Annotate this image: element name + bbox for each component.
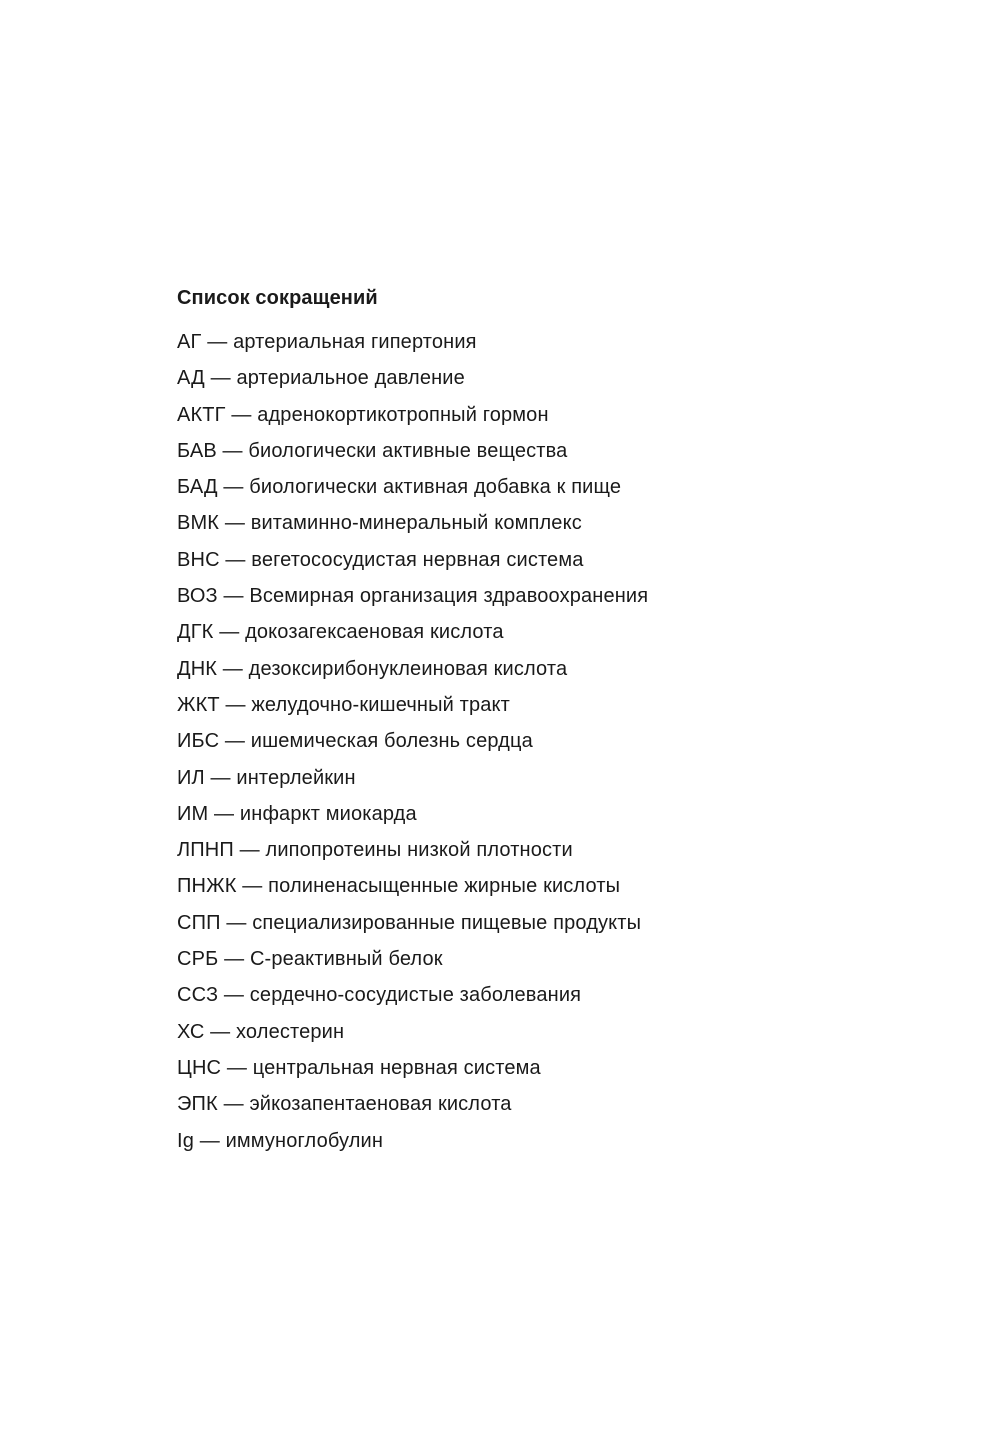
abbreviation-term: ЖКТ — [177, 693, 220, 716]
abbreviation-separator: — — [217, 476, 250, 499]
abbreviation-entry — [177, 868, 877, 904]
abbreviation-term: ВНС — [177, 548, 220, 571]
abbreviation-meaning: ишемическая болезнь сердца — [250, 730, 533, 753]
abbreviation-separator: — — [221, 1056, 253, 1079]
abbreviation-entry — [177, 1014, 877, 1050]
abbreviation-term: АКТГ — [177, 403, 226, 426]
abbreviation-separator: — — [204, 766, 237, 789]
abbreviation-entry — [177, 469, 877, 505]
abbreviation-separator: — — [219, 548, 252, 571]
abbreviation-meaning: специализированные пищевые продукты — [252, 911, 642, 934]
abbreviation-meaning: желудочно-кишечный тракт — [251, 693, 510, 716]
abbreviation-term: ВМК — [177, 512, 220, 535]
abbreviation-separator: — — [236, 875, 269, 898]
abbreviation-meaning: адренокортикотропный гормон — [257, 403, 549, 426]
abbreviation-term: СРБ — [177, 948, 219, 971]
abbreviation-separator: — — [217, 585, 250, 608]
abbreviation-separator: — — [218, 984, 250, 1007]
abbreviation-entry — [177, 760, 877, 796]
abbreviation-separator: — — [218, 948, 250, 971]
abbreviation-term: ПНЖК — [177, 875, 237, 898]
abbreviation-meaning: биологически активная добавка к пище — [249, 476, 622, 499]
abbreviation-entry — [177, 542, 877, 578]
abbreviation-separator: — — [193, 1129, 226, 1152]
section-heading: Список сокращений — [177, 287, 378, 309]
abbreviation-term: БАВ — [177, 439, 217, 462]
abbreviation-meaning: артериальная гипертония — [233, 331, 477, 353]
abbreviation-meaning: Всемирная организация здравоохранения — [249, 585, 649, 608]
abbreviation-separator: — — [213, 621, 246, 644]
abbreviation-separator: — — [233, 839, 266, 862]
abbreviation-entry — [177, 360, 877, 396]
abbreviation-term: ИЛ — [177, 766, 205, 789]
abbreviation-entry — [177, 832, 877, 868]
abbreviation-separator: — — [204, 367, 237, 390]
abbreviation-separator: — — [220, 911, 253, 934]
abbreviation-entry — [177, 433, 877, 469]
abbreviation-meaning: сердечно-сосудистые заболевания — [249, 984, 582, 1007]
abbreviations-list — [177, 324, 877, 1159]
abbreviation-meaning: биологически активные вещества — [248, 439, 568, 462]
abbreviation-entry — [177, 1123, 877, 1159]
abbreviation-meaning: инфаркт миокарда — [239, 802, 417, 825]
abbreviation-separator: — — [219, 512, 251, 535]
abbreviation-term: АГ — [177, 331, 202, 353]
abbreviation-term: ЦНС — [177, 1056, 222, 1079]
abbreviation-entry — [177, 977, 877, 1013]
abbreviation-entry — [177, 324, 877, 360]
abbreviation-term: СПП — [177, 911, 221, 934]
abbreviation-separator: — — [201, 331, 234, 353]
abbreviation-entry — [177, 578, 877, 614]
abbreviation-meaning: холестерин — [236, 1020, 345, 1043]
abbreviation-term: Ig — [177, 1129, 194, 1152]
abbreviation-term: ЭПК — [177, 1093, 218, 1116]
abbreviation-meaning: дезоксирибонуклеиновая кислота — [248, 657, 568, 680]
abbreviation-term: АД — [177, 367, 205, 390]
abbreviation-term: ДНК — [177, 657, 218, 680]
abbreviation-entry — [177, 687, 877, 723]
abbreviation-term: БАД — [177, 476, 218, 499]
abbreviation-separator: — — [219, 693, 252, 716]
abbreviation-meaning: витаминно-минеральный комплекс — [250, 512, 582, 535]
abbreviation-meaning: вегетососудистая нервная система — [251, 548, 584, 571]
abbreviation-separator: — — [217, 1093, 250, 1116]
abbreviation-meaning: центральная нервная система — [252, 1056, 541, 1079]
abbreviation-separator: — — [204, 1020, 236, 1043]
abbreviation-meaning: артериальное давление — [236, 367, 465, 390]
abbreviation-term: ХС — [177, 1020, 205, 1043]
abbreviation-entry — [177, 941, 877, 977]
abbreviation-entry — [177, 796, 877, 832]
abbreviation-meaning: эйкозапентаеновая кислота — [249, 1093, 512, 1116]
abbreviation-entry — [177, 1050, 877, 1086]
abbreviation-term: ЛПНП — [177, 839, 234, 862]
abbreviation-entry — [177, 614, 877, 650]
abbreviation-meaning: иммуноглобулин — [225, 1129, 384, 1152]
abbreviation-separator: — — [216, 439, 249, 462]
abbreviation-entry — [177, 723, 877, 759]
abbreviation-meaning: полиненасыщенные жирные кислоты — [268, 875, 621, 898]
abbreviations-section — [177, 283, 877, 1159]
abbreviation-separator: — — [217, 657, 249, 680]
abbreviation-term: ДГК — [177, 621, 214, 644]
abbreviation-meaning: С-реактивный белок — [249, 948, 443, 971]
abbreviation-entry — [177, 651, 877, 687]
abbreviation-term: ВОЗ — [177, 585, 218, 608]
abbreviation-entry — [177, 905, 877, 941]
abbreviation-separator: — — [208, 802, 240, 825]
abbreviation-term: ССЗ — [177, 984, 219, 1007]
abbreviation-term: ИБС — [177, 730, 220, 753]
abbreviation-separator: — — [225, 403, 258, 426]
abbreviation-term: ИМ — [177, 802, 209, 825]
abbreviation-meaning: липопротеины низкой плотности — [265, 839, 573, 862]
abbreviation-entry — [177, 505, 877, 541]
abbreviation-meaning: интерлейкин — [236, 766, 356, 789]
abbreviation-separator: — — [219, 730, 251, 753]
abbreviation-meaning: докозагексаеновая кислота — [245, 621, 504, 644]
abbreviation-entry — [177, 397, 877, 433]
abbreviation-entry — [177, 1086, 877, 1122]
